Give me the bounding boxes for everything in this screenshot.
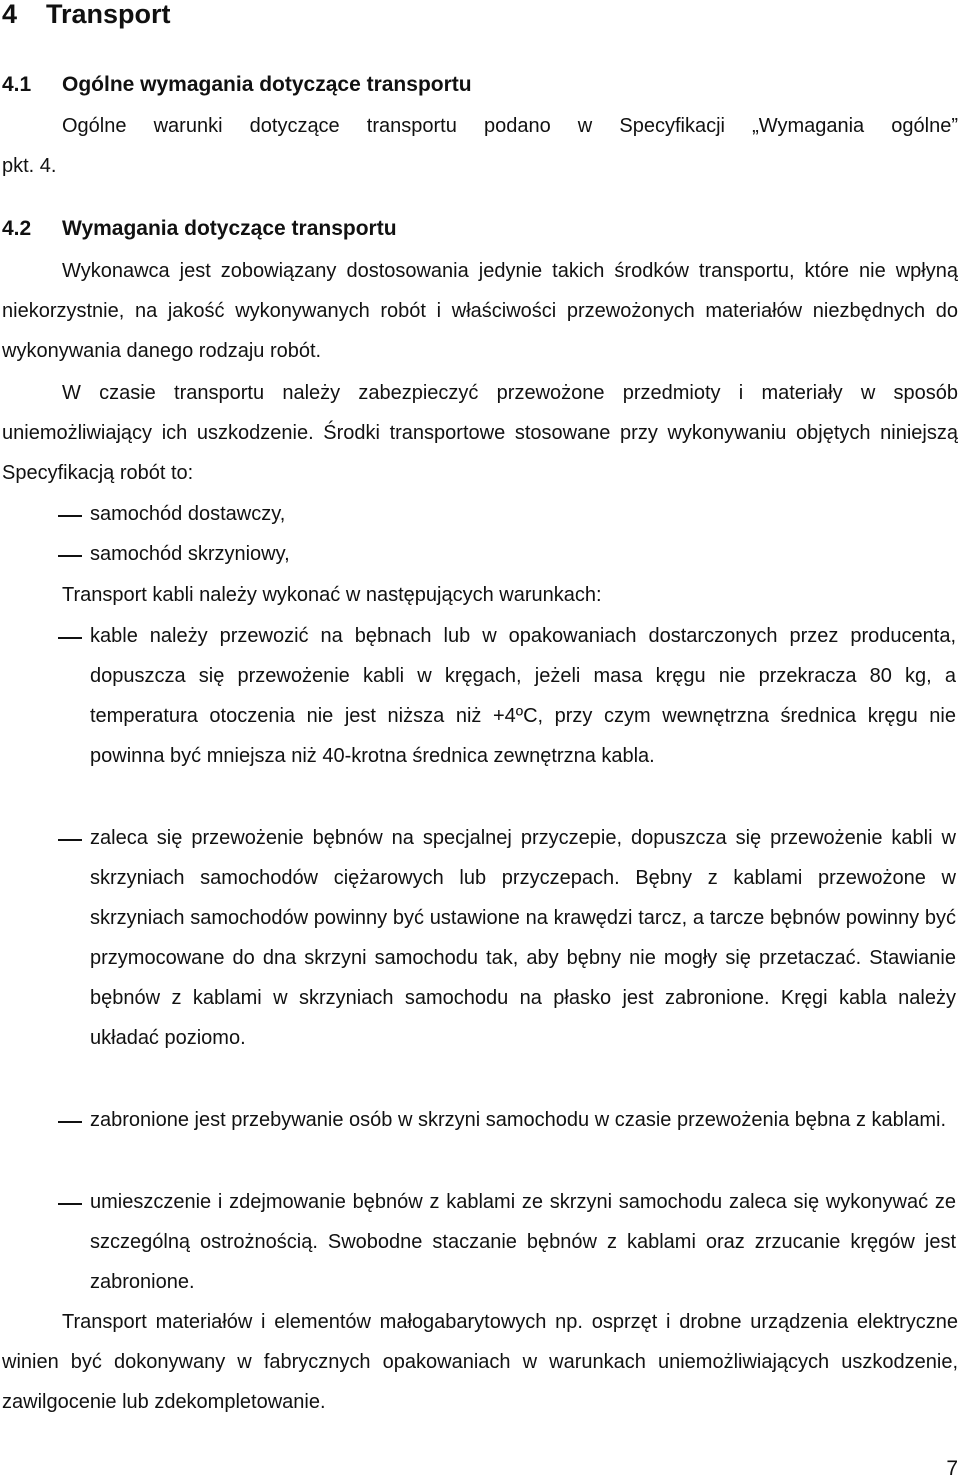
- paragraph-small-materials: Transport materiałów i elementów małogabarytowych np. osprzęt i drobne urządzenia elektryczne winien być dokonywany w fabrycznych opakowaniach w warunkach uniemożliwiających uszkodzenie, zawilgocenie lub zdekompletowanie.: [2, 1311, 958, 1413]
- list-item: samochód skrzyniowy,: [90, 543, 290, 565]
- list-item: umieszczenie i zdejmowanie bębnów z kablami ze skrzyni samochodu zaleca się wykonywać ze szczególną ostrożnością. Swobodne staczanie bębnów z kablami oraz zrzucanie kręgów jest zabronione.: [90, 1191, 956, 1293]
- subsection-number: 4.2: [2, 217, 32, 240]
- paragraph-general-conditions: Ogólne warunki dotyczące transportu podano w Specyfikacji „Wymagania ogólne”: [62, 115, 958, 137]
- list-item: samochód dostawczy,: [90, 503, 286, 525]
- list-item: zaleca się przewożenie bębnów na specjalnej przyczepie, dopuszcza się przewożenie kabli w skrzyniach samochodów ciężarowych lub przyczepach. Bębny z kablami przewożone w skrzyniach samochodów powinny być ustawione na krawędzi tarcz, a tarcze bębnów powinny być przymocowane do dna skrzyni samochodu tak, aby bębny nie mogły się przetaczać. Stawianie bębnów z kablami w skrzyniach samochodu na płasko jest zabronione. Kręgi kabla należy układać poziomo.: [90, 827, 956, 1049]
- list-dash: [58, 637, 82, 639]
- subsection-title: Ogólne wymagania dotyczące transportu: [62, 73, 472, 96]
- section-number: 4: [2, 0, 18, 29]
- section-title: Transport: [46, 0, 171, 29]
- subsection-title: Wymagania dotyczące transportu: [62, 217, 397, 240]
- list-dash: [58, 839, 82, 841]
- paragraph-contractor-obligation: Wykonawca jest zobowiązany dostosowania jedynie takich środków transportu, które nie wpłyną niekorzystnie, na jakość wykonywanych robót i właściwości przewożonych materiałów niezbędnych do wykonywania danego rodzaju robót.: [2, 260, 958, 362]
- list-item: zabronione jest przebywanie osób w skrzyni samochodu w czasie przewożenia bębna z kablami.: [90, 1109, 946, 1131]
- list-dash: [58, 1203, 82, 1205]
- subsection-heading-4-2: [2, 215, 397, 243]
- list-dash: [58, 555, 82, 557]
- page-number: 7: [946, 1457, 958, 1480]
- list-dash: [58, 1121, 82, 1123]
- paragraph-general-conditions-cont: pkt. 4.: [2, 155, 57, 177]
- subsection-heading-4-1: [2, 71, 472, 99]
- paragraph-transport-protection: W czasie transportu należy zabezpieczyć przewożone przedmioty i materiały w sposób uniemożliwiający ich uszkodzenie. Środki transportowe stosowane przy wykonywaniu objętych niniejszą Specyfikacją robót to:: [2, 382, 958, 484]
- section-heading: [2, 0, 171, 34]
- cables-intro: Transport kabli należy wykonać w następujących warunkach:: [62, 584, 602, 606]
- subsection-number: 4.1: [2, 73, 32, 96]
- list-dash: [58, 515, 82, 517]
- list-item: kable należy przewozić na bębnach lub w opakowaniach dostarczonych przez producenta, dopuszcza się przewożenie kabli w kręgach, jeżeli masa kręgu nie przekracza 80 kg, a temperatura otoczenia nie jest niższa niż +4ºC, przy czym wewnętrzna średnica kręgu nie powinna być mniejsza niż 40-krotna średnica zewnętrzna kabla.: [90, 625, 956, 767]
